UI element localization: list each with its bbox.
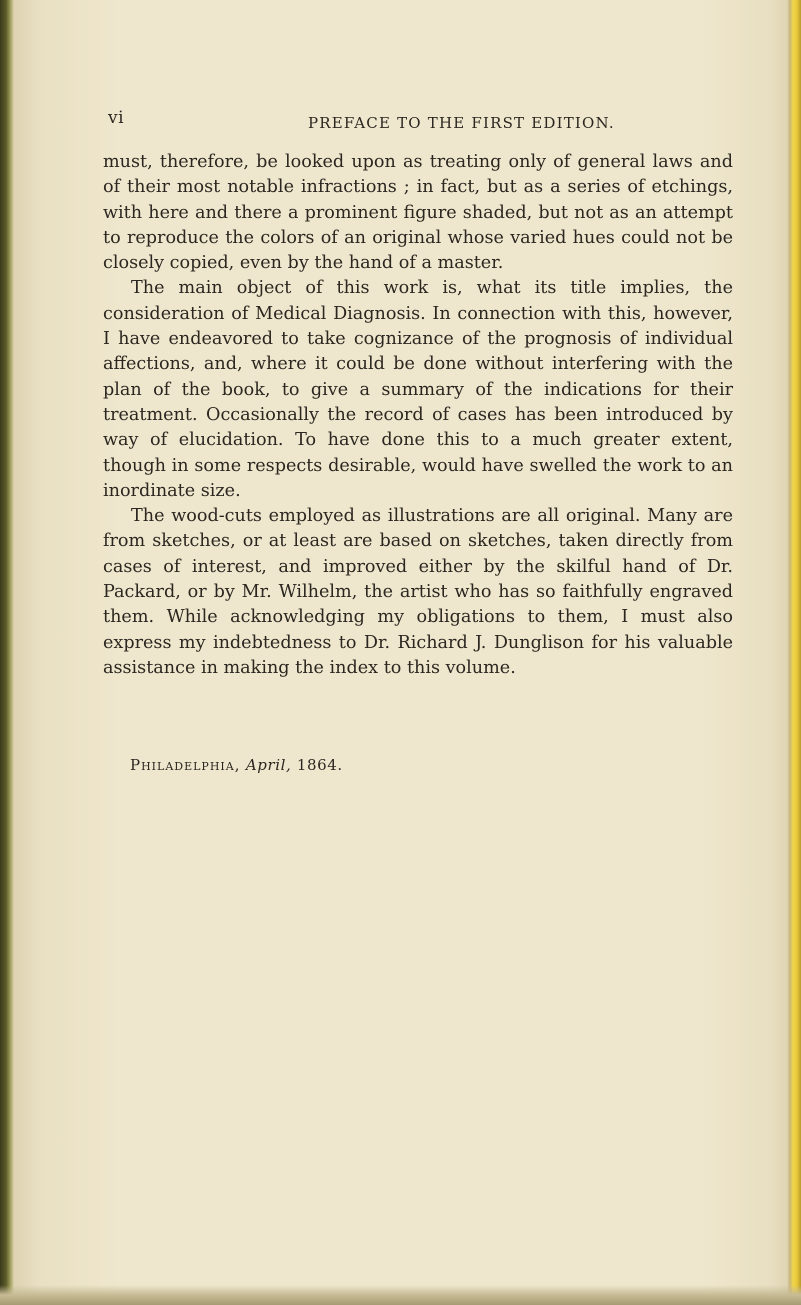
signoff-year: 1864. (296, 756, 343, 774)
paragraph-2: The main object of this work is, what its title implies, the consideration of Medical Diagnosis. In connection with this, however, I have endeavored to take cognizance of the prognosis of individual affections, and, where it could be done without interfering with the plan of the book, to give a summary of the indications for their treatment. Occasionally the record of cases has been introduced by way of elucidation. To have done this to a much greater extent, though in some respects desirable, would have swelled the work to an inordinate size. (103, 278, 733, 501)
body-text (103, 150, 733, 681)
paragraph-1: must, therefore, be looked upon as treating only of general laws and of their most notable infractions ; in fact, but as a series of etchings, with here and there a prominent figure shaded, but not as an attempt to reproduce the colors of an original whose varied hues could not be closely copied, even by the hand of a master. (103, 152, 733, 274)
running-head: PREFACE TO THE FIRST EDITION. (308, 114, 615, 132)
page-bottom-edge (0, 1285, 801, 1305)
page-right-edge (787, 0, 801, 1305)
book-binding-edge (0, 0, 14, 1305)
signoff-month: April, (245, 756, 292, 774)
paragraph-3: The wood-cuts employed as illustrations are all original. Many are from sketches, or at least are based on sketches, taken directly from cases of interest, and improved either by the skilful hand of Dr. Packard, or by Mr. Wilhelm, the artist who has so faithfully engraved them. While acknowledging my obligations to them, I must also express my indebtedness to Dr. Richard J. Dunglison for his valuable assistance in making the index to this volume. (103, 506, 733, 678)
signoff (130, 756, 343, 774)
signoff-place: Philadelphia, (130, 756, 241, 774)
page-header (96, 108, 756, 136)
page-number: vi (108, 108, 125, 128)
